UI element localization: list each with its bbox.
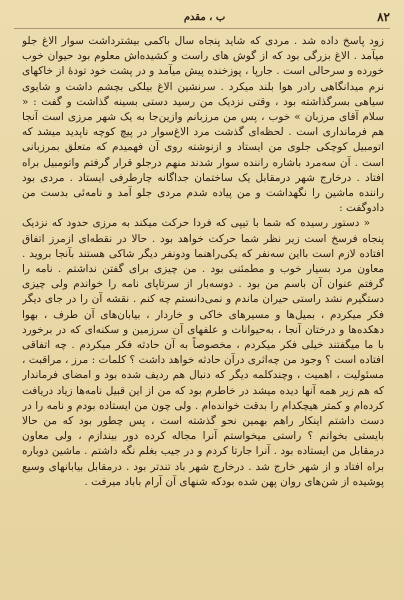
page-header — [14, 8, 390, 26]
header-divider — [14, 28, 390, 29]
page-number: ۸۲ — [377, 10, 390, 24]
body-text — [22, 34, 384, 588]
paragraph-1: زود پاسخ داده شد . مردی که شاید پنجاه سال باکمی بیشترداشت سوار الاغ جلو میآمد . الاغ بزرگی بود که از گوش های راست و کشیده‌اش معلوم بود حیوان خوب خورده و سرحالی است . جارپا ، پوزخنده پیش میآمد و در پشت خود تودهٔ از خاکهای نرم میدانگاهی رادر هوا بلند میکرد . سرنشین الاغ بیلکی بچشم داشت و شایوی سیاهی بسرگذاشته بود ، وقتی نزدیک من رسید دستی بسینه گذاشت و گفت : « سلام آقای مرزبان » خوب ، پس من مرزبانم وازین‌جا به‌ یک شهر مرزی است آنجا هم فرمانداری است . لحظه‌ای گذشت مرد الاغ‌سوار در پیچ کوچه ناپدید میشد که اتومبیل کوچکی جلوی من ایستاد و ازنوشته روی آن فهمیدم که متعلق بمرزبانی است . آن سه‌مرد باشاره راننده سوار شدند منهم درجلو قرار گرفتم واتومبیل براه افتاد . درخارج شهر درمقابل یک ساختمان جداگانه چارطرفی ایستاد . مردی بود راننده ماشین را نگهداشت و من پیاده شدم مردی جلو آمد و نامه‌ئی بدست من دادوگفت : — [22, 35, 384, 215]
running-title: ب ، مقدم — [183, 11, 226, 23]
paragraph-2: « دستور رسیده که شما با تیپی که فردا حرکت میکند به مرزی حدود که نزدیک پنجاه فرسخ است زیر نظر شما حرکت خواهد بود . حالا در نقطه‌ای ازمرز اتفاق افتاده لازم است بااین سه‌نفر که یکی‌راهنما ودونفر دیگر شاکی هستند بآنجا بروید . معاون مرد بسیار خوب و مطمئنی بود . من چیزی برای گفتن نداشتم . نامه را گرفتم عنوان آن باسم من بود . دوسه‌بار از سرتاپای نامه را خواندم ولی چیزی دستگیرم نشد راستی حیران ماندم و نمی‌دانستم چه کنم . نقشه آن را در جای دیگر فکر میکردم ، بمیل‌ها و مسیرهای خاکی و خاردار ، بیابان‌های آن طرف ، بهوا دهکده‌ها و درختان آنجا ، به‌حیوانات و علفهای آن سرزمین و سکنه‌ای که در برخورد با ما میگفتند خیلی فکر میکردم ، مخصوصاً به آن حادثه فکر میکردم . چه اتفاقی افتاده است ؟ وجود من چه‌اثری درآن حادثه خواهد داشت ؟ کلمات : مرز ، مراقبت ، مسئولیت ، اهمیت ، وچندکلمه دیگر که دنبال هم ردیف شده بود و امضای فرماندار که هم زیر همه آنها دیده میشد در خاطرم بود که من از این قبیل نامه‌ها زیاد دریافت کرده‌ام و کمتر هیچکدام را بدقت خوانده‌ام . ولی چون من ایستاده بودم و نامه را در دست داشتم اینکار راهم بهمین نحو گذشته است ، پس چطور بود که من حالا بایستی بخوانم ؟ راستی میخواستم آنرا مجاله کرده دور بیندازم ، ولی معاون درمقابل من ایستاده بود . آنرا جارتا کردم و در جیب بغلم نگه داشتم . ماشین دوباره براه افتاد و از شهر خارج شد . درخارج شهر باد تندتر بود . درمقابل بیابانهای وسیع پوشیده از شن‌های روان پهن شده بودکه شنهای آن آرام باباد میرفت . — [22, 217, 384, 488]
